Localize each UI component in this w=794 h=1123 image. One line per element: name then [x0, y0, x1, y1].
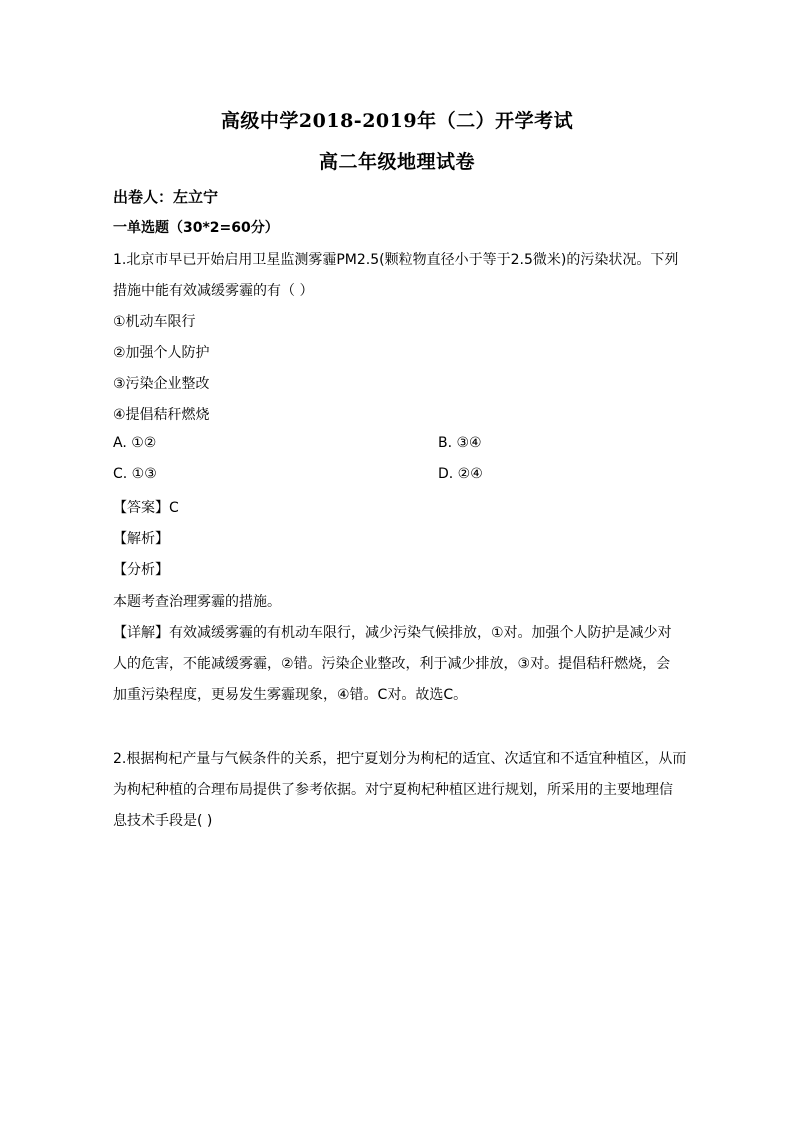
- q1-detail-line-1: 【详解】有效减缓雾霾的有机动车限行，减少污染气候排放，①对。加强个人防护是减少对: [113, 625, 672, 641]
- q1-fenxi-label: 【分析】: [113, 562, 169, 578]
- q2-stem-line-2: 为枸杞种植的合理布局提供了参考依据。对宁夏枸杞种植区进行规划，所采用的主要地理信: [113, 782, 673, 798]
- q1-detail-line-3: 加重污染程度，更易发生雾霾现象，④错。C对。故选C。: [113, 687, 468, 703]
- q1-fenxi-text: 本题考查治理雾霾的措施。: [113, 594, 281, 610]
- q1-option-b: B. ③④: [438, 435, 482, 451]
- q1-option-d: D. ②④: [438, 466, 483, 482]
- q1-statement-1: ①机动车限行: [113, 314, 196, 330]
- exam-subtitle: 高二年级地理试卷: [318, 151, 475, 173]
- q1-statement-4: ④提倡秸秆燃烧: [113, 407, 210, 423]
- q1-statement-3: ③污染企业整改: [113, 376, 210, 392]
- author-line: 出卷人：左立宁: [113, 188, 219, 206]
- q1-stem-line-2: 措施中能有效减缓雾霾的有（ ）: [113, 283, 314, 299]
- q1-option-c: C. ①③: [113, 466, 157, 482]
- q1-stem-line-1: 1.北京市早已开始启用卫星监测雾霾PM2.5(颗粒物直径小于等于2.5微米)的污染状况。下列: [113, 252, 679, 268]
- q1-statement-2: ②加强个人防护: [113, 345, 210, 361]
- q1-option-a: A. ①②: [113, 435, 157, 451]
- exam-title: 高级中学2018-2019年（二）开学考试: [220, 110, 574, 132]
- q2-stem-line-1: 2.根据枸杞产量与气候条件的关系，把宁夏划分为枸杞的适宜、次适宜和不适宜种植区，从而: [113, 751, 687, 767]
- q1-answer: 【答案】C: [113, 500, 179, 516]
- q1-detail-line-2: 人的危害，不能减缓雾霾，②错。污染企业整改，利于减少排放，③对。提倡秸秆燃烧，会: [113, 656, 671, 672]
- q2-stem-line-3: 息技术手段是( ): [113, 813, 213, 829]
- section-heading: 一单选题（30*2=60分）: [113, 220, 279, 236]
- q1-jiexi-label: 【解析】: [113, 531, 169, 547]
